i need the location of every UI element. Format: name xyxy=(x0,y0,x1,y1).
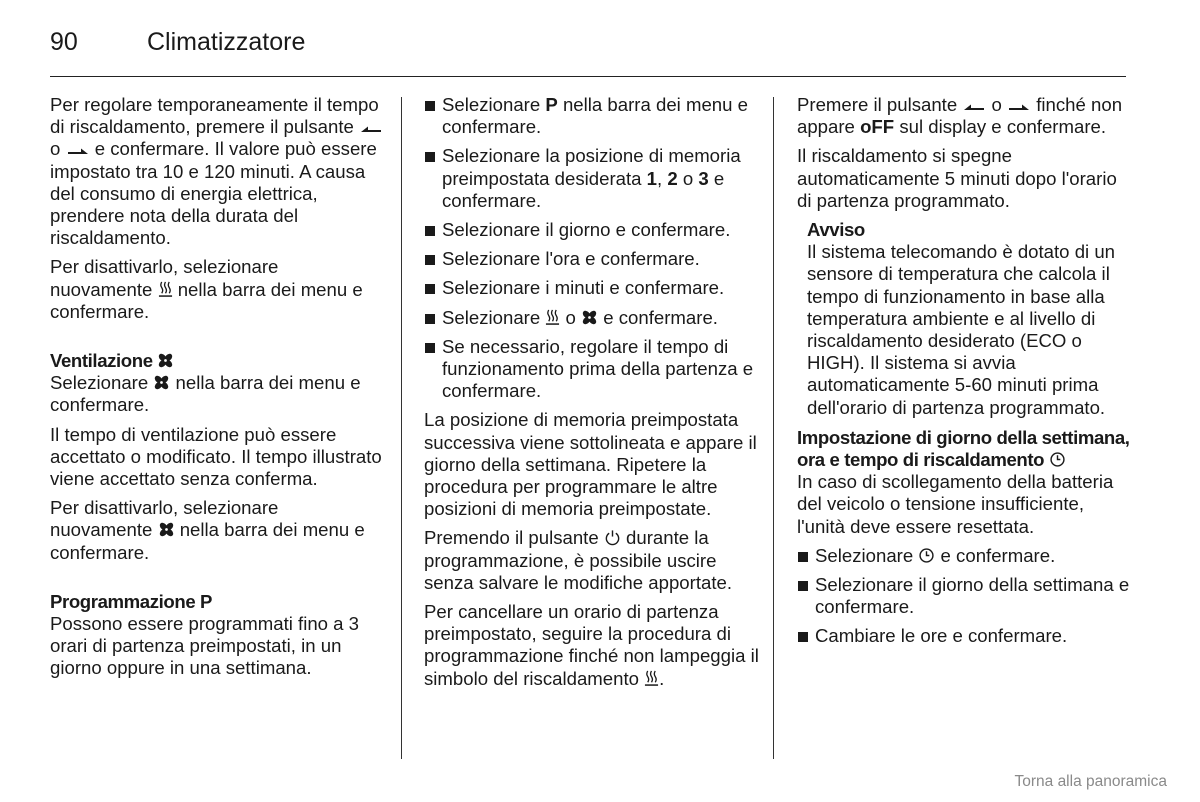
column-divider xyxy=(773,97,774,759)
section-heading-ventilation xyxy=(50,350,385,372)
fan-icon xyxy=(158,521,175,538)
heading-text: Ventilazione xyxy=(50,350,153,372)
paragraph xyxy=(797,94,1132,138)
paragraph: Il riscaldamento si spegne automaticamente 5 minuti dopo l'orario di partenza programmato. xyxy=(797,145,1117,211)
bold-text: P xyxy=(545,94,558,115)
arrow-right-icon xyxy=(1007,101,1031,113)
fan-icon xyxy=(157,352,174,369)
text: e confermare. xyxy=(603,306,718,328)
text: nella barra dei menu e confermare. xyxy=(50,372,361,416)
page-number: 90 xyxy=(50,28,78,56)
list-item xyxy=(424,145,759,212)
page-header xyxy=(50,24,1126,77)
text: Selezionare xyxy=(815,544,914,566)
paragraph xyxy=(50,497,385,564)
list-item xyxy=(424,94,759,138)
text: sul display e confermare. xyxy=(899,116,1107,138)
text: o xyxy=(682,167,694,189)
text: o xyxy=(991,94,1002,115)
text: finché non appare xyxy=(797,94,1123,138)
list-item xyxy=(424,307,759,329)
list-item: Selezionare il giorno della settimana e confermare. xyxy=(797,574,1132,618)
heating-icon xyxy=(644,670,659,687)
list-item: Selezionare il giorno e confermare. xyxy=(424,219,759,241)
text: nella barra dei menu e confermare. xyxy=(442,94,748,138)
text: nella barra dei menu e confermare. xyxy=(50,278,363,322)
paragraph xyxy=(424,601,759,690)
text: . xyxy=(659,667,665,689)
back-to-overview-link[interactable]: Torna alla panoramica xyxy=(1014,773,1167,790)
text: o xyxy=(565,306,576,328)
text: durante la programmazione, è possibile uscire senza salvare le modifiche apportate. xyxy=(424,527,733,593)
arrow-left-icon xyxy=(962,101,986,113)
heating-icon xyxy=(158,281,173,298)
text: Premendo il pulsante xyxy=(424,527,599,549)
power-icon xyxy=(604,529,621,546)
bold-text: 3 xyxy=(698,167,709,189)
section-heading-programming: Programmazione P xyxy=(50,590,213,612)
notice-text: Il sistema telecomando è dotato di un sensore di temperatura che calcola il tempo di funzionamento in base alla temperatura ambiente e al livello di riscaldamento desiderato (ECO o HIGH). Il sistema si avvia automaticamente 5-60 minuti prima dell'orario di partenza programmato. xyxy=(807,241,1116,418)
column-divider xyxy=(401,97,402,759)
clock-icon xyxy=(918,547,935,564)
text: Selezionare xyxy=(442,94,541,115)
arrow-right-icon xyxy=(66,145,90,157)
text: Per disattivarlo, selezionare nuovamente xyxy=(50,256,279,300)
text: e confermare. xyxy=(940,544,1056,566)
text: Selezionare xyxy=(442,306,541,328)
step-list xyxy=(797,545,1132,648)
notice-heading: Avviso xyxy=(807,219,865,241)
list-item: Cambiare le ore e confermare. xyxy=(797,625,1132,647)
section-heading-settings xyxy=(797,427,1132,471)
paragraph xyxy=(50,372,385,416)
heating-icon xyxy=(545,309,560,326)
bold-text: 1 xyxy=(646,167,657,189)
text: Selezionare xyxy=(50,372,149,394)
fan-icon xyxy=(153,374,170,391)
paragraph xyxy=(424,527,759,594)
text: o xyxy=(50,138,61,160)
paragraph: Possono essere programmati fino a 3 orari di partenza preimpostati, in un giorno oppure in una settimana. xyxy=(50,613,360,679)
text: Per regolare temporaneamente il tempo di riscaldamento, premere il pulsante xyxy=(50,94,379,138)
list-item xyxy=(797,545,1132,567)
text: , xyxy=(657,167,663,189)
paragraph: La posizione di memoria preimpostata successiva viene sottolineata e appare il giorno della settimana. Ripetere la procedura per programmare le altre posizioni di memoria preimpostate. xyxy=(424,409,757,520)
list-item: Selezionare i minuti e confermare. xyxy=(424,277,759,299)
arrow-left-icon xyxy=(359,123,383,135)
list-item: Se necessario, regolare il tempo di funzionamento prima della partenza e confermare. xyxy=(424,336,759,403)
bold-text: 2 xyxy=(667,167,678,189)
paragraph xyxy=(50,256,385,323)
text: nella barra dei menu e confermare. xyxy=(50,519,365,563)
column-left xyxy=(50,94,385,687)
fan-icon xyxy=(581,309,598,326)
page-title: Climatizzatore xyxy=(147,28,306,56)
paragraph: Il tempo di ventilazione può essere accettato o modificato. Il tempo illustrato viene accettato senza conferma. xyxy=(50,423,382,490)
text: Per cancellare un orario di partenza preimpostato, seguire la procedura di programmazione finché non lampeggia il simbolo del riscaldamento xyxy=(424,601,759,689)
paragraph xyxy=(50,94,385,249)
bold-text: oFF xyxy=(860,116,895,138)
step-list xyxy=(424,94,759,402)
heading-text: Impostazione di giorno della settimana, ora e tempo di riscaldamento xyxy=(797,426,1130,471)
text: Premere il pulsante xyxy=(797,94,958,115)
text: Per disattivarlo, selezionare nuovamente xyxy=(50,497,279,541)
list-item: Selezionare l'ora e confermare. xyxy=(424,248,759,270)
column-middle xyxy=(424,94,759,697)
column-right xyxy=(797,94,1132,655)
paragraph: In caso di scollegamento della batteria del veicolo o tensione insufficiente, l'unità deve essere resettata. xyxy=(797,471,1114,537)
text: e confermare. Il valore può essere impostato tra 10 e 120 minuti. A causa del consumo di energia elettrica, prendere nota della durata del riscaldamento. xyxy=(50,138,377,249)
text: e confermare. xyxy=(442,167,725,211)
clock-icon xyxy=(1049,451,1066,468)
text: Selezionare la posizione di memoria preimpostata desiderata xyxy=(442,145,741,189)
notice-box xyxy=(807,219,1132,419)
